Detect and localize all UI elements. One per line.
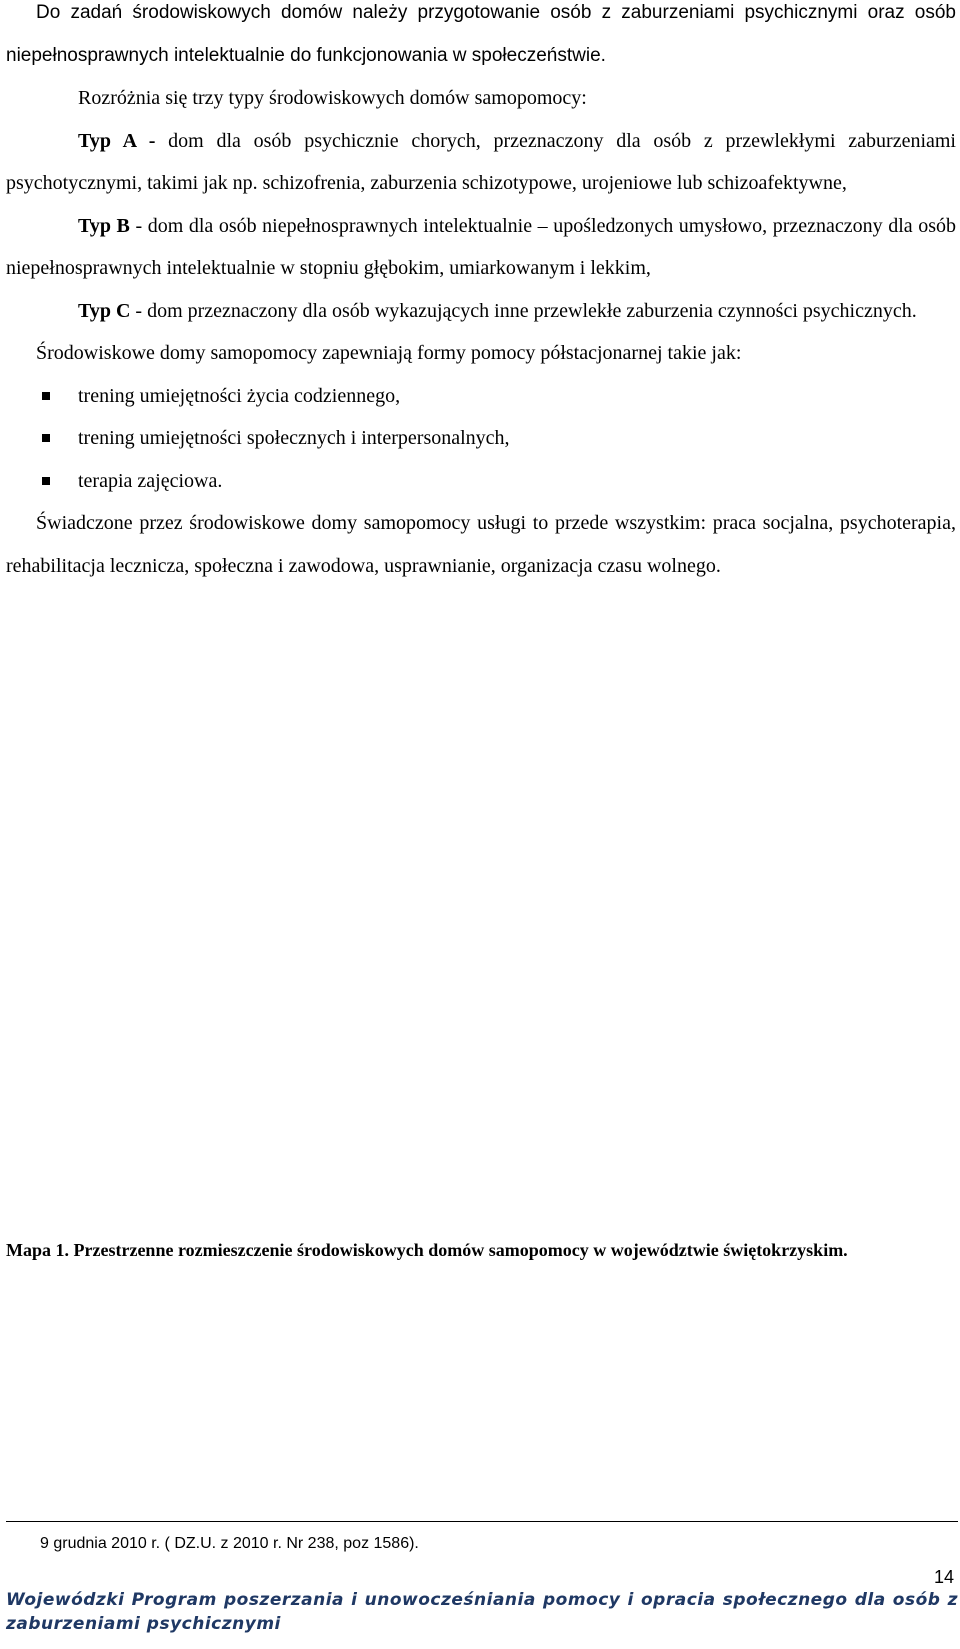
page-number: 14 [933,1567,954,1587]
type-c-label: Typ C [78,299,131,322]
map-caption: Mapa 1. Przestrzenne rozmieszczenie środowiskowych domów samopomocy w województwie świętokrzyskim. [6,1240,848,1260]
paragraph-forms: Środowiskowe domy samopomocy zapewniają formy pomocy półstacjonarnej takie jak: [36,342,742,364]
footnote-divider [6,1521,958,1522]
paragraph-services: Świadczone przez środowiskowe domy samopomocy usługi to przede wszystkim: praca socjalna, psychoterapia, rehabilitacja lecznicza, społeczna i zawodowa, usprawnianie, organizacja czasu wolnego. [6,512,956,577]
type-a-label: Typ A - [78,129,156,152]
paragraph-tasks: Do zadań środowiskowych domów należy przygotowanie osób z zaburzeniami psychicznymi oraz osób niepełnosprawnych intelektualnie do funkcjonowania w społeczeństwie. [6,2,956,66]
body-text [6,0,956,587]
type-c-text: - dom przeznaczony dla osób wykazujących inne przewlekłe zaburzenia czynności psychicznych. [130,299,917,322]
paragraph-type-c [6,290,956,333]
type-b-label: Typ B [78,214,130,237]
forms-list [6,375,956,503]
paragraph-type-b [6,205,956,290]
footnote: 9 grudnia 2010 r. ( DZ.U. z 2010 r. Nr 238, poz 1586). [40,1535,419,1552]
paragraph-types-intro: Rozróżnia się trzy typy środowiskowych domów samopomocy: [78,87,587,109]
list-item: trening umiejętności życia codziennego, [6,375,956,418]
list-item: terapia zajęciowa. [6,460,956,503]
type-b-text: - dom dla osób niepełnosprawnych intelektualnie – upośledzonych umysłowo, przeznaczony dla osób niepełnosprawnych intelektualnie w stopniu głębokim, umiarkowanym i lekkim, [6,214,956,279]
footer-title: Wojewódzki Program poszerzania i unowocześniania pomocy i opracia społecznego dla osób z zaburzeniami psychicznymi [6,1590,958,1634]
type-a-text: dom dla osób psychicznie chorych, przeznaczony dla osób z przewlekłymi zaburzeniami psychotycznymi, takimi jak np. schizofrenia, zaburzenia schizotypowe, urojeniowe lub schizoafektywne, [6,129,956,194]
paragraph-type-a [6,120,956,205]
list-item: trening umiejętności społecznych i interpersonalnych, [6,417,956,460]
